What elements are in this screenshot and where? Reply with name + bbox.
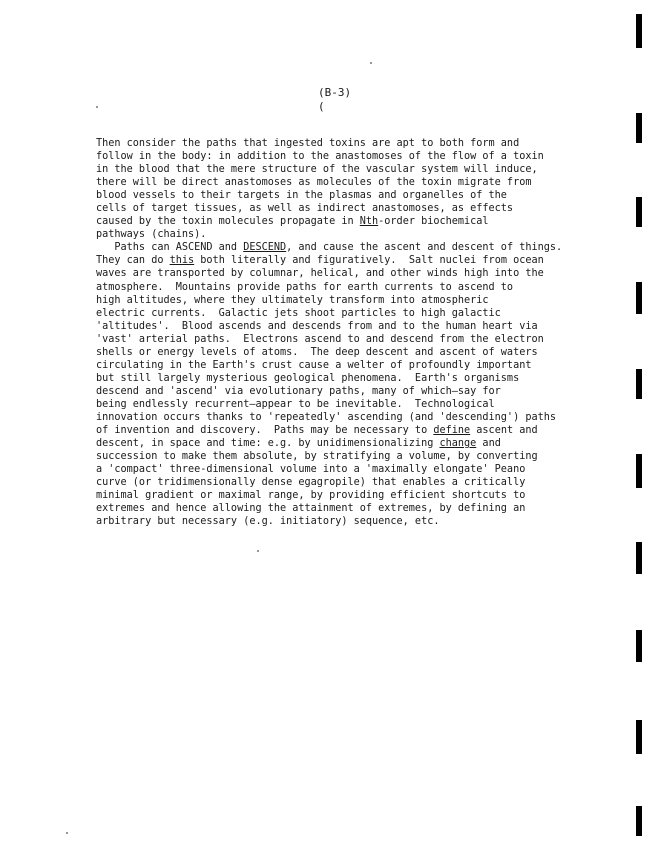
text-line: waves are transported by columnar, helical, and other winds high into the <box>96 268 544 280</box>
page-number <box>318 86 351 114</box>
scan-speck <box>257 550 259 552</box>
underlined-word: DESCEND <box>243 242 287 254</box>
text-line: follow in the body: in addition to the anastomoses of the flow of a toxin <box>96 151 544 163</box>
page-number-label: (B-3) <box>318 86 352 99</box>
text-line: Paths can ASCEND and DESCEND, and cause the ascent and descent of things. <box>96 242 563 254</box>
text-line: being endlessly recurrent—appear to be inevitable. Technological <box>96 398 495 410</box>
scan-mark <box>636 369 642 399</box>
scan-mark <box>636 113 642 143</box>
text-line: descent, in space and time: e.g. by unidimensionalizing change and <box>96 438 501 450</box>
text-line: there will be direct anastomoses as molecules of the toxin migrate from <box>96 177 532 189</box>
text-line: a 'compact' three-dimensional volume into a 'maximally elongate' Peano <box>96 464 526 476</box>
text-line: minimal gradient or maximal range, by providing efficient shortcuts to <box>96 490 526 502</box>
text-line: 'altitudes'. Blood ascends and descends from and to the human heart via <box>96 320 538 332</box>
scan-speck <box>66 832 68 834</box>
text-line: curve (or tridimensionally dense egagropile) that enables a critically <box>96 477 526 489</box>
text-line: high altitudes, where they ultimately transform into atmospheric <box>96 294 489 306</box>
text-line: 'vast' arterial paths. Electrons ascend to and descend from the electron <box>96 333 544 345</box>
scan-mark <box>636 806 642 836</box>
text-line: Then consider the paths that ingested toxins are apt to both form and <box>96 138 520 149</box>
text-line: innovation occurs thanks to 'repeatedly' ascending (and 'descending') paths <box>96 411 557 423</box>
text-line: electric currents. Galactic jets shoot particles to high galactic <box>96 307 501 319</box>
page-number-paren: ( <box>318 100 325 113</box>
text-line: circulating in the Earth's crust cause a welter of profoundly important <box>96 359 532 371</box>
scan-mark <box>636 197 642 227</box>
scan-mark <box>636 282 642 314</box>
scan-mark <box>636 630 642 662</box>
scan-mark <box>636 14 642 48</box>
scan-mark <box>636 454 642 488</box>
text-line: of invention and discovery. Paths may be necessary to define ascent and <box>96 425 538 437</box>
underlined-word: change <box>439 438 477 450</box>
body-text <box>96 137 616 528</box>
text-line: descend and 'ascend' via evolutionary paths, many of which—say for <box>96 385 501 397</box>
underlined-word: this <box>169 255 195 267</box>
text-line: cells of target tissues, as well as indirect anastomoses, as effects <box>96 203 514 215</box>
text-line: arbitrary but necessary (e.g. initiatory) sequence, etc. <box>96 516 440 528</box>
scan-mark <box>636 542 642 574</box>
scan-mark <box>636 720 642 754</box>
text-line: extremes and hence allowing the attainment of extremes, by defining an <box>96 503 526 515</box>
text-line: atmosphere. Mountains provide paths for earth currents to ascend to <box>96 281 514 293</box>
scan-speck <box>370 62 372 64</box>
text-line: blood vessels to their targets in the plasmas and organelles of the <box>96 190 507 202</box>
underlined-word: Nth <box>359 216 379 228</box>
text-line: in the blood that the mere structure of the vascular system will induce, <box>96 164 538 176</box>
text-line: succession to make them absolute, by stratifying a volume, by converting <box>96 451 538 463</box>
text-line: They can do this both literally and figuratively. Salt nuclei from ocean <box>96 255 544 267</box>
text-line: but still largely mysterious geological phenomena. Earth's organisms <box>96 372 520 384</box>
text-line: caused by the toxin molecules propagate in Nth-order biochemical <box>96 216 489 228</box>
underlined-word: define <box>433 425 471 437</box>
text-line: shells or energy levels of atoms. The deep descent and ascent of waters <box>96 346 538 358</box>
text-line: pathways (chains). <box>96 229 207 241</box>
scan-speck <box>96 106 98 108</box>
